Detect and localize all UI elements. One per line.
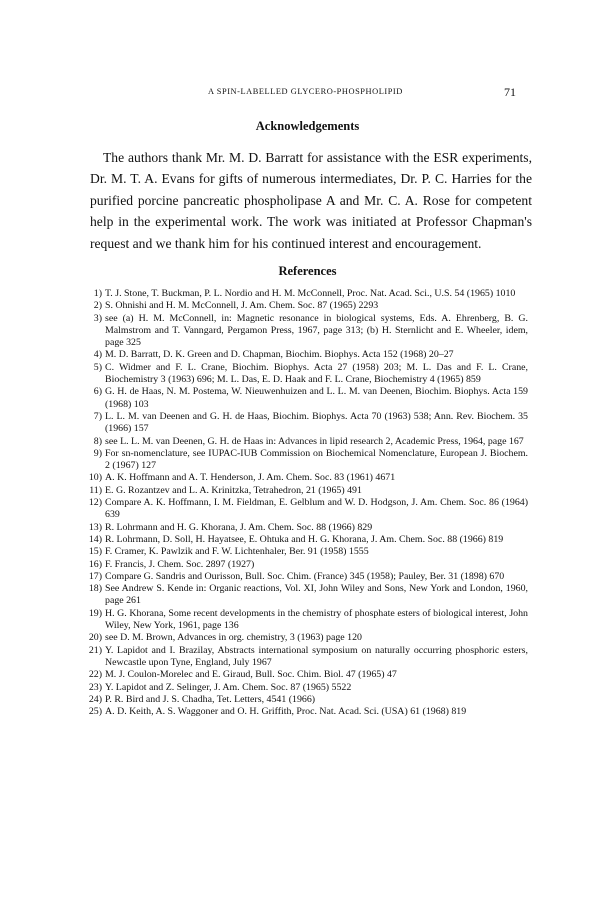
reference-number: 8) — [93, 435, 102, 447]
reference-number: 25) — [88, 706, 102, 718]
reference-number: 10) — [88, 472, 102, 484]
references-list — [88, 288, 528, 718]
reference-number: 22) — [88, 669, 102, 681]
reference-text: T. J. Stone, T. Buckman, P. L. Nordio and H. M. McConnell, Proc. Nat. Acad. Sci., U.S. 54 (1965) 1010 — [105, 288, 516, 299]
reference-text: see (a) H. M. McConnell, in: Magnetic resonance in biological systems, Eds. A. Ehrenberg, B. G. Malmstrom and T. Vanngard, Pergamon Press, 1967, page 313; (b) H. Sternlicht and E. Wheeler, idem, page 325 — [105, 312, 528, 349]
reference-text: Compare G. Sandris and Ourisson, Bull. Soc. Chim. (France) 345 (1958); Pauley, Ber. 31 (1898) 670 — [105, 570, 505, 582]
reference-number: 13) — [88, 521, 102, 533]
reference-number: 20) — [88, 632, 102, 644]
reference-text: R. Lohrmann, D. Soll, H. Hayatsee, E. Ohtuka and H. G. Khorana, J. Am. Chem. Soc. 88 (1966) 819 — [105, 533, 504, 545]
reference-number: 2) — [93, 300, 102, 312]
reference-number: 9) — [93, 447, 102, 459]
reference-item — [88, 485, 528, 497]
acknowledgements-body: The authors thank Mr. M. D. Barratt for assistance with the ESR experiments, Dr. M. T. A. Evans for gifts of numerous intermediates, Dr. P. C. Harries for the purified porcine pancreatic phospholipase A and Mr. C. A. Rose for competent help in the experimental work. The work was initiated at Professor Chapman's request and we thank him for his continued interest and encouragement. — [90, 150, 532, 251]
reference-text: H. G. Khorana, Some recent developments in the chemistry of phosphate esters of biological interest, John Wiley, New York, 1961, page 136 — [105, 607, 528, 632]
reference-item — [88, 362, 528, 387]
reference-number: 5) — [93, 361, 102, 373]
page-number: 71 — [504, 85, 516, 99]
references-heading: References — [278, 264, 337, 278]
reference-number: 23) — [88, 681, 102, 693]
reference-number: 3) — [93, 312, 102, 324]
reference-text: Compare A. K. Hoffmann, I. M. Fieldman, E. Gelblum and W. D. Hodgson, J. Am. Chem. Soc. 86 (1964) 639 — [105, 497, 528, 521]
reference-number: 4) — [93, 349, 102, 361]
reference-text: E. G. Rozantzev and L. A. Krinitzka, Tetrahedron, 21 (1965) 491 — [105, 484, 362, 496]
reference-item — [88, 522, 528, 534]
reference-item — [88, 386, 528, 411]
reference-text: Y. Lapidot and Z. Selinger, J. Am. Chem. Soc. 87 (1965) 5522 — [105, 681, 352, 693]
reference-number: 19) — [88, 607, 102, 619]
reference-number: 14) — [88, 533, 102, 545]
reference-number: 21) — [88, 644, 102, 656]
reference-text: S. Ohnishi and H. M. McConnell, J. Am. Chem. Soc. 87 (1965) 2293 — [105, 300, 379, 312]
reference-text: F. Cramer, K. Pawlzik and F. W. Lichtenhaler, Ber. 91 (1958) 1555 — [105, 546, 369, 558]
reference-number: 6) — [93, 386, 102, 398]
reference-item — [88, 448, 528, 473]
reference-item — [88, 682, 528, 694]
reference-number: 17) — [88, 570, 102, 582]
reference-item — [88, 632, 528, 644]
reference-number: 7) — [93, 410, 102, 422]
reference-item — [88, 571, 528, 583]
reference-text: See Andrew S. Kende in: Organic reactions, Vol. XI, John Wiley and Sons, New York and London, 1960, page 261 — [105, 583, 528, 607]
reference-text: A. K. Hoffmann and A. T. Henderson, J. Am. Chem. Soc. 83 (1961) 4671 — [105, 472, 396, 484]
reference-item — [88, 546, 528, 558]
reference-item — [88, 608, 528, 633]
running-header — [0, 87, 615, 101]
reference-item — [88, 472, 528, 484]
reference-item — [88, 559, 528, 571]
reference-item — [88, 313, 528, 350]
reference-number: 15) — [88, 546, 102, 558]
reference-text: P. R. Bird and J. S. Chadha, Tet. Letters, 4541 (1966) — [105, 693, 316, 705]
reference-text: For sn-nomenclature, see IUPAC-IUB Commission on Biochemical Nomenclature, European J. Biochem. 2 (1967) 127 — [105, 447, 528, 472]
reference-text: Y. Lapidot and I. Brazilay, Abstracts international symposium on naturally occurring phosphoric esters, Newcastle upon Tyne, England, July 1967 — [105, 644, 528, 668]
reference-number: 1) — [93, 288, 102, 299]
reference-number: 11) — [89, 484, 102, 496]
reference-text: see L. L. M. van Deenen, G. H. de Haas in: Advances in lipid research 2, Academic Press, 1964, page 167 — [105, 435, 524, 447]
reference-number: 24) — [88, 693, 102, 705]
reference-text: C. Widmer and F. L. Crane, Biochim. Biophys. Acta 27 (1958) 203; M. L. Das and F. L. Crane, Biochemistry 3 (1963) 696; M. L. Das, E. D. Haak and F. L. Crane, Biochemistry 4 (1965) 859 — [105, 361, 528, 386]
reference-item — [88, 706, 528, 718]
reference-item — [88, 300, 528, 312]
reference-item — [88, 583, 528, 608]
reference-text: M. D. Barratt, D. K. Green and D. Chapman, Biochim. Biophys. Acta 152 (1968) 20–27 — [105, 349, 454, 361]
reference-number: 12) — [88, 497, 102, 509]
reference-text: A. D. Keith, A. S. Waggoner and O. H. Griffith, Proc. Nat. Acad. Sci. (USA) 61 (1968) 819 — [105, 706, 467, 718]
reference-item — [88, 534, 528, 546]
reference-item — [88, 349, 528, 361]
reference-text: see D. M. Brown, Advances in org. chemistry, 3 (1963) page 120 — [105, 632, 362, 644]
reference-item — [88, 288, 528, 300]
acknowledgements-heading: Acknowledgements — [255, 119, 360, 133]
reference-item — [88, 497, 528, 522]
reference-item — [88, 411, 528, 436]
reference-text: G. H. de Haas, N. M. Postema, W. Nieuwenhuizen and L. L. M. van Deenen, Biochim. Biophys. Acta 159 (1968) 103 — [105, 386, 528, 410]
reference-number: 18) — [88, 583, 102, 595]
reference-text: F. Francis, J. Chem. Soc. 2897 (1927) — [105, 558, 255, 570]
reference-item — [88, 645, 528, 670]
reference-number: 16) — [88, 558, 102, 570]
reference-item — [88, 694, 528, 706]
reference-text: M. J. Coulon-Morelec and E. Giraud, Bull. Soc. Chim. Biol. 47 (1965) 47 — [105, 669, 397, 681]
running-title: A SPIN-LABELLED GLYCERO-PHOSPHOLIPID — [208, 87, 403, 96]
reference-item — [88, 669, 528, 681]
reference-text: L. L. M. van Deenen and G. H. de Haas, Biochim. Biophys. Acta 70 (1963) 538; Ann. Rev. Biochem. 35 (1966) 157 — [105, 410, 528, 435]
reference-item — [88, 436, 528, 448]
reference-text: R. Lohrmann and H. G. Khorana, J. Am. Chem. Soc. 88 (1966) 829 — [105, 521, 373, 533]
